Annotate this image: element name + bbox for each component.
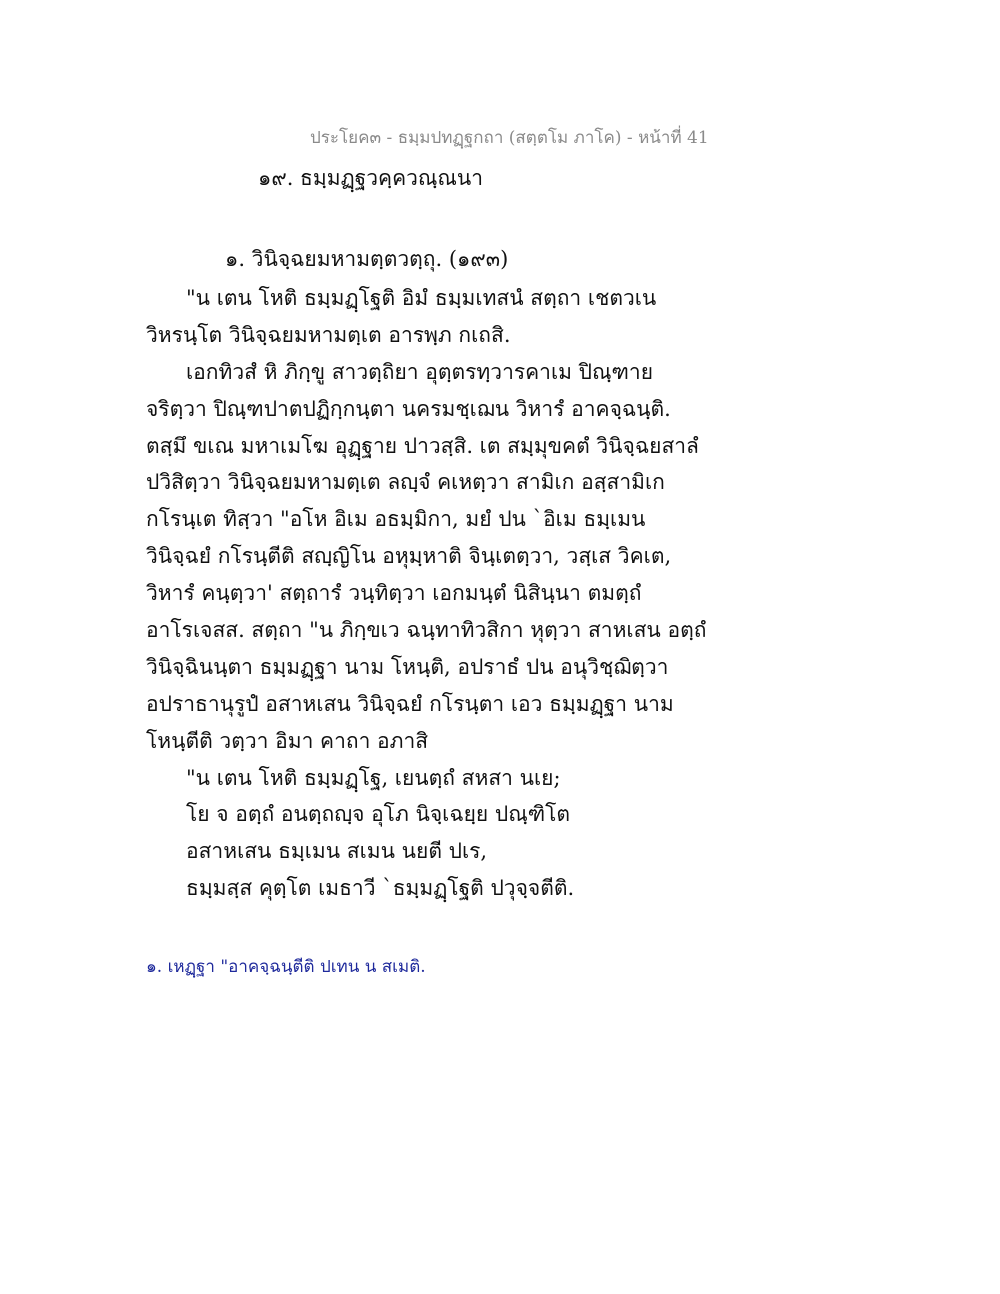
running-header: ประโยค๓ - ธมฺมปทฏฺฐกถา (สตฺตโม ภาโค) - หน้าที่ 41	[310, 128, 709, 148]
story-title: ๑. วินิจฺฉยมหามตฺตวตฺถุ. (๑๙๓)	[225, 247, 509, 271]
paragraph-line: โหนฺตีติ วตฺวา อิมา คาถา อภาสิ	[146, 728, 429, 753]
paragraph-line: กโรนฺเต ทิสฺวา "อโห อิเม อธมฺมิกา, มยํ ปน `อิเม ธมฺเมน	[146, 507, 646, 532]
paragraph-line: อปราธานุรูปํ อสาหเสน วินิจฺฉยํ กโรนฺตา เอว ธมฺมฏฺฐา นาม	[146, 691, 674, 716]
footnote: ๑. เหฏฺฐา "อาคจฺฉนฺตีติ ปเทน น สเมติ.	[146, 957, 426, 977]
paragraph-line: เอกทิวสํ หิ ภิกฺขู สาวตฺถิยา อุตฺตรทฺวารคาเม ปิณฺฑาย	[186, 359, 654, 384]
verse-line: โย จ อตฺถํ อนตฺถญฺจ อุโภ นิจฺเฉยฺย ปณฺฑิโต	[186, 802, 571, 827]
paragraph-line: อาโรเจสส. สตฺถา "น ภิกฺขเว ฉนฺทาทิวสิกา หุตฺวา สาหเสน อตฺถํ	[146, 618, 707, 643]
paragraph-line: วิหรนฺโต วินิจฺฉยมหามตฺเต อารพฺภ กเถสิ.	[146, 322, 511, 347]
paragraph-line: ปวิสิตฺวา วินิจฺฉยมหามตฺเต ลญฺจํ คเหตฺวา สามิเก อสฺสามิเก	[146, 470, 665, 495]
paragraph-line: จริตฺวา ปิณฺฑปาตปฏิกฺกนฺตา นครมชฺเฌน วิหารํ อาคจฺฉนฺติ.	[146, 396, 671, 421]
chapter-title: ๑๙. ธมฺมฏฺฐวคฺควณฺณนา	[258, 166, 484, 190]
paragraph-line: ตสฺมึ ขเณ มหาเมโฆ อุฏฺฐาย ปาวสฺสิ. เต สมฺมุขคตํ วินิจฺฉยสาลํ	[146, 433, 699, 458]
verse-line: อสาหเสน ธมฺเมน สเมน นยตี ปเร,	[186, 839, 488, 864]
paragraph-line: วิหารํ คนฺตฺวา' สตฺถารํ วนฺทิตฺวา เอกมนฺตํ นิสินฺนา ตมตฺถํ	[146, 581, 642, 606]
paragraph-line: "น เตน โหติ ธมฺมฏฺโฐติ อิมํ ธมฺมเทสนํ สตฺถา เชตวเน	[186, 286, 657, 310]
verse-line: ธมฺมสฺส คุตฺโต เมธาวี `ธมฺมฏฺโฐติ ปวุจฺจตีติ.	[186, 876, 575, 901]
paragraph-line: วินิจฺฉยํ กโรนฺตีติ สญฺญิโน อหุมฺหาติ จินฺเตตฺวา, วสฺเส วิคเต,	[146, 544, 672, 569]
paragraph-line: วินิจฺฉินนฺตา ธมฺมฏฺฐา นาม โหนฺติ, อปราธํ ปน อนุวิชฺฌิตฺวา	[146, 654, 669, 679]
body-text	[146, 280, 707, 907]
verse-line: "น เตน โหติ ธมฺมฏฺโฐ, เยนตฺถํ สหสา นเย;	[186, 765, 561, 790]
